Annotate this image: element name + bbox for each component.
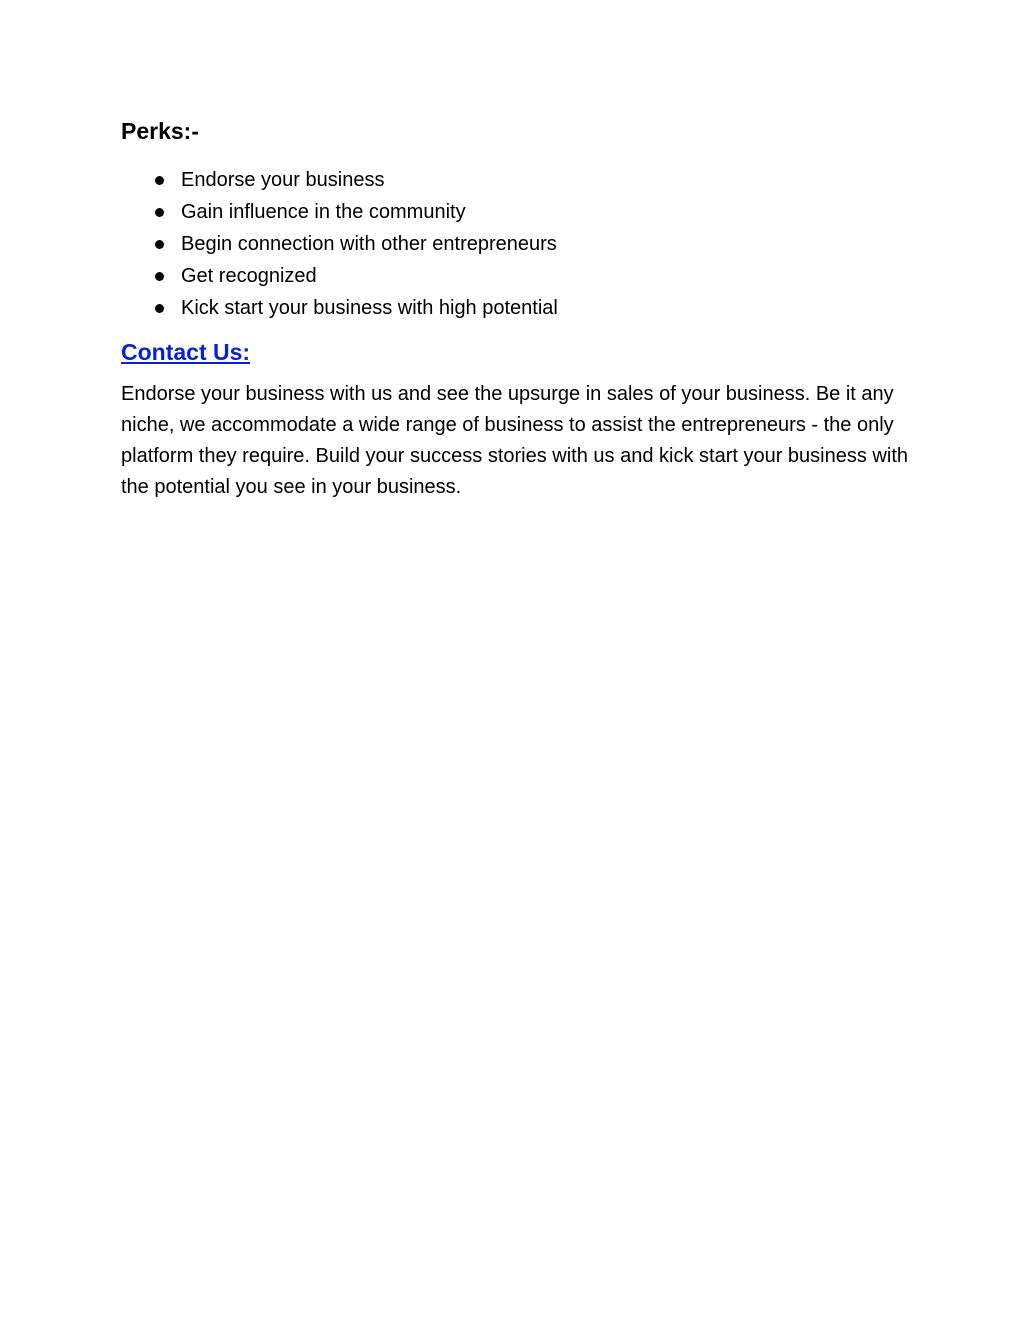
perk-item-kick-start [121, 292, 911, 324]
contact-paragraph: Endorse your business with us and see the upsurge in sales of your business. Be it any niche, we accommodate a wide range of business to assist the entrepreneurs - the only platform they require. Build your success stories with us and kick start your business with the potential you see in your business. [121, 383, 908, 499]
bullet-icon [155, 176, 164, 185]
document-page [121, 118, 911, 503]
bullet-icon [155, 208, 164, 217]
perk-item-connection [121, 228, 911, 260]
bullet-icon [155, 272, 164, 281]
perk-item-recognized [121, 260, 911, 292]
perk-label: Endorse your business [181, 168, 385, 191]
perks-list [121, 164, 911, 324]
perk-item-endorse [121, 164, 911, 196]
bullet-icon [155, 240, 164, 249]
bullet-icon [155, 304, 164, 313]
perk-item-influence [121, 196, 911, 228]
perk-label: Begin connection with other entrepreneurs [181, 232, 557, 255]
contact-us-link[interactable]: Contact Us: [121, 338, 251, 365]
perks-heading: Perks:- [121, 118, 199, 144]
perk-label: Gain influence in the community [181, 200, 466, 223]
perk-label: Get recognized [181, 264, 317, 287]
perk-label: Kick start your business with high potential [181, 296, 558, 319]
